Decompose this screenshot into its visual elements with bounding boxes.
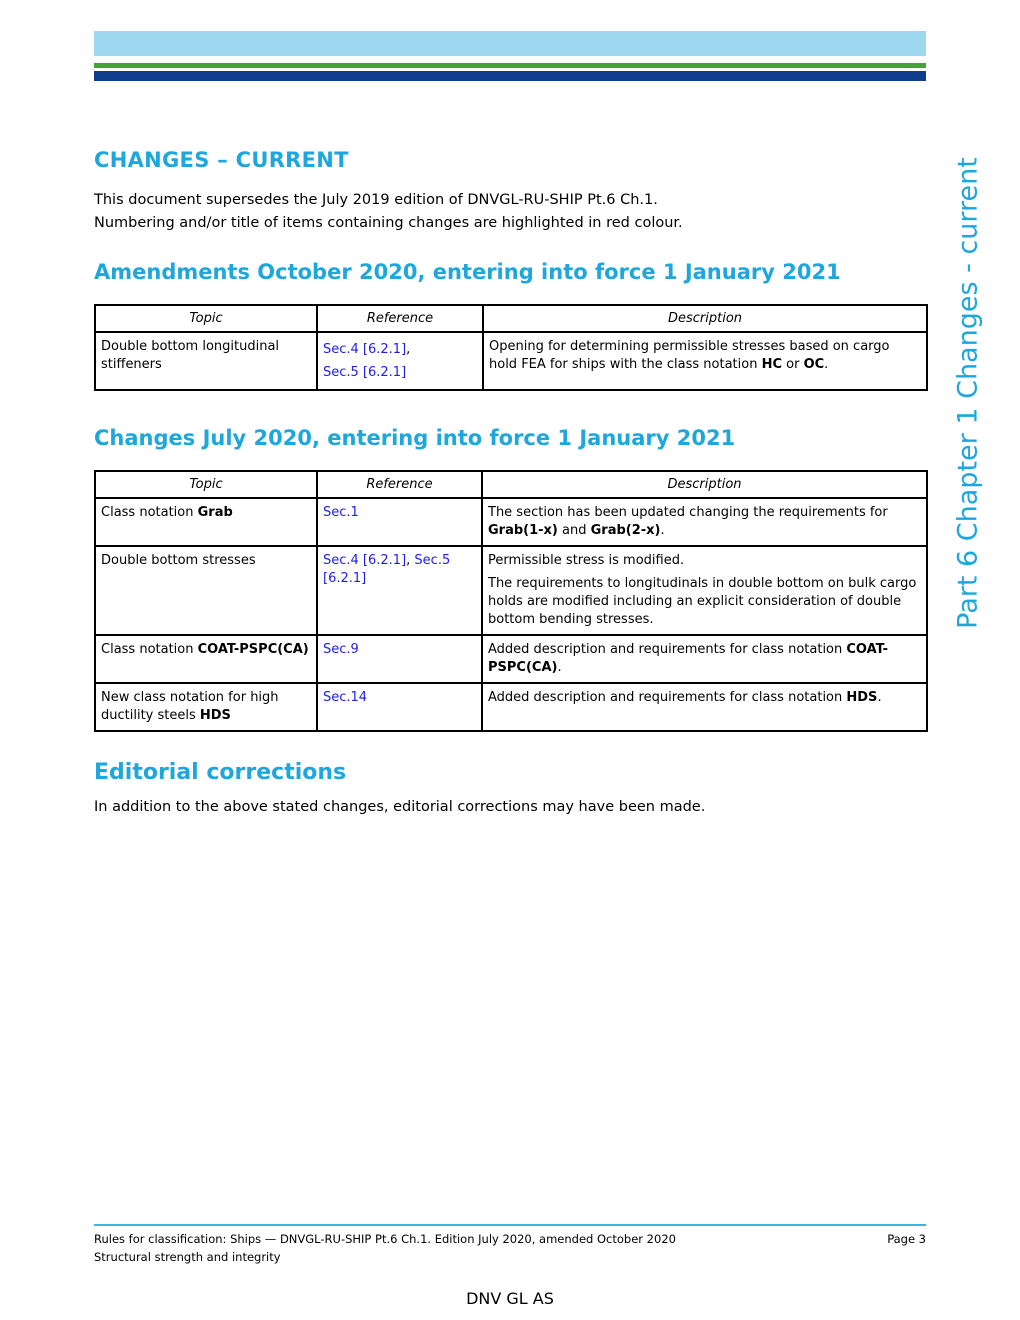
amendments-heading: Amendments October 2020, entering into force 1 January 2021 [94, 260, 841, 284]
company-name: DNV GL AS [466, 1289, 554, 1308]
topic-text: Class notation [101, 642, 198, 657]
reference-cell [317, 332, 483, 390]
description-cell [482, 635, 927, 683]
table-row [95, 498, 927, 546]
footer-rule [94, 1224, 926, 1226]
footer-page-number: Page 3 [887, 1232, 926, 1246]
side-chapter-title: Part 6 Chapter 1 Changes - current [952, 157, 984, 629]
table-row [95, 683, 927, 731]
topic-text: Class notation [101, 505, 198, 520]
description-text: or [782, 357, 804, 372]
table-header-row [95, 471, 927, 498]
footer [94, 1230, 926, 1266]
topic-cell [95, 498, 317, 546]
header-band-blue [94, 71, 926, 81]
column-header-topic: Topic [95, 305, 317, 332]
class-notation: Grab(1-x) [488, 523, 558, 538]
description-text: The section has been updated changing the requirements for [488, 505, 888, 520]
amendments-table [94, 304, 928, 391]
intro-line: Numbering and/or title of items containing changes are highlighted in red colour. [94, 215, 683, 231]
description-cell [482, 683, 927, 731]
class-notation: COAT-PSPC(CA) [488, 642, 889, 675]
table-row [95, 332, 927, 390]
column-header-reference: Reference [317, 471, 482, 498]
description-text: Added description and requirements for class notation [488, 690, 847, 705]
description-cell [483, 332, 927, 390]
table-row [95, 546, 927, 635]
description-cell [482, 546, 927, 635]
description-paragraph: Permissible stress is modified. [488, 553, 685, 568]
main-content [94, 148, 926, 819]
description-text: and [557, 523, 591, 538]
column-header-reference: Reference [317, 305, 483, 332]
editorial-text: In addition to the above stated changes, editorial corrections may have been made. [94, 799, 706, 815]
column-header-topic: Topic [95, 471, 317, 498]
reference-link[interactable]: Sec.14 [323, 690, 368, 705]
reference-separator: , [406, 553, 415, 568]
class-notation: HDS [199, 708, 231, 723]
reference-cell [317, 546, 482, 635]
reference-link[interactable]: Sec.4 [6.2.1] [323, 342, 407, 357]
reference-link[interactable]: Sec.9 [323, 642, 359, 657]
topic-cell [95, 635, 317, 683]
description-text: Added description and requirements for class notation [488, 642, 847, 657]
topic-cell: Double bottom longitudinal stiffeners [95, 332, 317, 390]
description-text: . [660, 523, 665, 538]
topic-cell: Double bottom stresses [95, 546, 317, 635]
reference-cell [317, 635, 482, 683]
reference-link[interactable]: Sec.5 [6.2.1] [323, 553, 451, 586]
description-paragraph: The requirements to longitudinals in double bottom on bulk cargo holds are modified including an explicit consideration of double bottom bending stresses. [488, 576, 917, 627]
class-notation: COAT-PSPC(CA) [197, 642, 309, 657]
reference-link[interactable]: Sec.5 [6.2.1] [323, 365, 407, 380]
footer-chapter-title: Structural strength and integrity [94, 1250, 281, 1264]
footer-document-title: Rules for classification: Ships — DNVGL-RU-SHIP Pt.6 Ch.1. Edition July 2020, amended October 2020 [94, 1232, 676, 1246]
topic-cell [95, 683, 317, 731]
editorial-heading: Editorial corrections [94, 760, 347, 785]
topic-text: New class notation for high ductility steels [101, 690, 279, 723]
reference-separator: , [406, 342, 411, 357]
intro [94, 189, 926, 235]
changes-heading: Changes July 2020, entering into force 1 January 2021 [94, 426, 736, 450]
table-row [95, 635, 927, 683]
reference-cell [317, 683, 482, 731]
class-notation: HC [761, 357, 782, 372]
reference-cell [317, 498, 482, 546]
changes-table [94, 470, 928, 732]
reference-link[interactable]: Sec.4 [6.2.1] [323, 553, 407, 568]
header-band-light [94, 31, 926, 56]
description-text: Opening for determining permissible stresses based on cargo hold FEA for ships with the class notation [489, 339, 890, 372]
class-notation: OC [803, 357, 825, 372]
description-cell [482, 498, 927, 546]
class-notation: HDS [846, 690, 878, 705]
reference-link[interactable]: Sec.1 [323, 505, 359, 520]
page-title: CHANGES – CURRENT [94, 148, 349, 172]
column-header-description: Description [482, 471, 927, 498]
class-notation: Grab(2-x) [590, 523, 661, 538]
class-notation: Grab [197, 505, 233, 520]
column-header-description: Description [483, 305, 927, 332]
description-text: . [877, 690, 882, 705]
table-header-row [95, 305, 927, 332]
intro-line: This document supersedes the July 2019 edition of DNVGL-RU-SHIP Pt.6 Ch.1. [94, 192, 658, 208]
description-text: . [557, 660, 562, 675]
description-text: . [824, 357, 829, 372]
